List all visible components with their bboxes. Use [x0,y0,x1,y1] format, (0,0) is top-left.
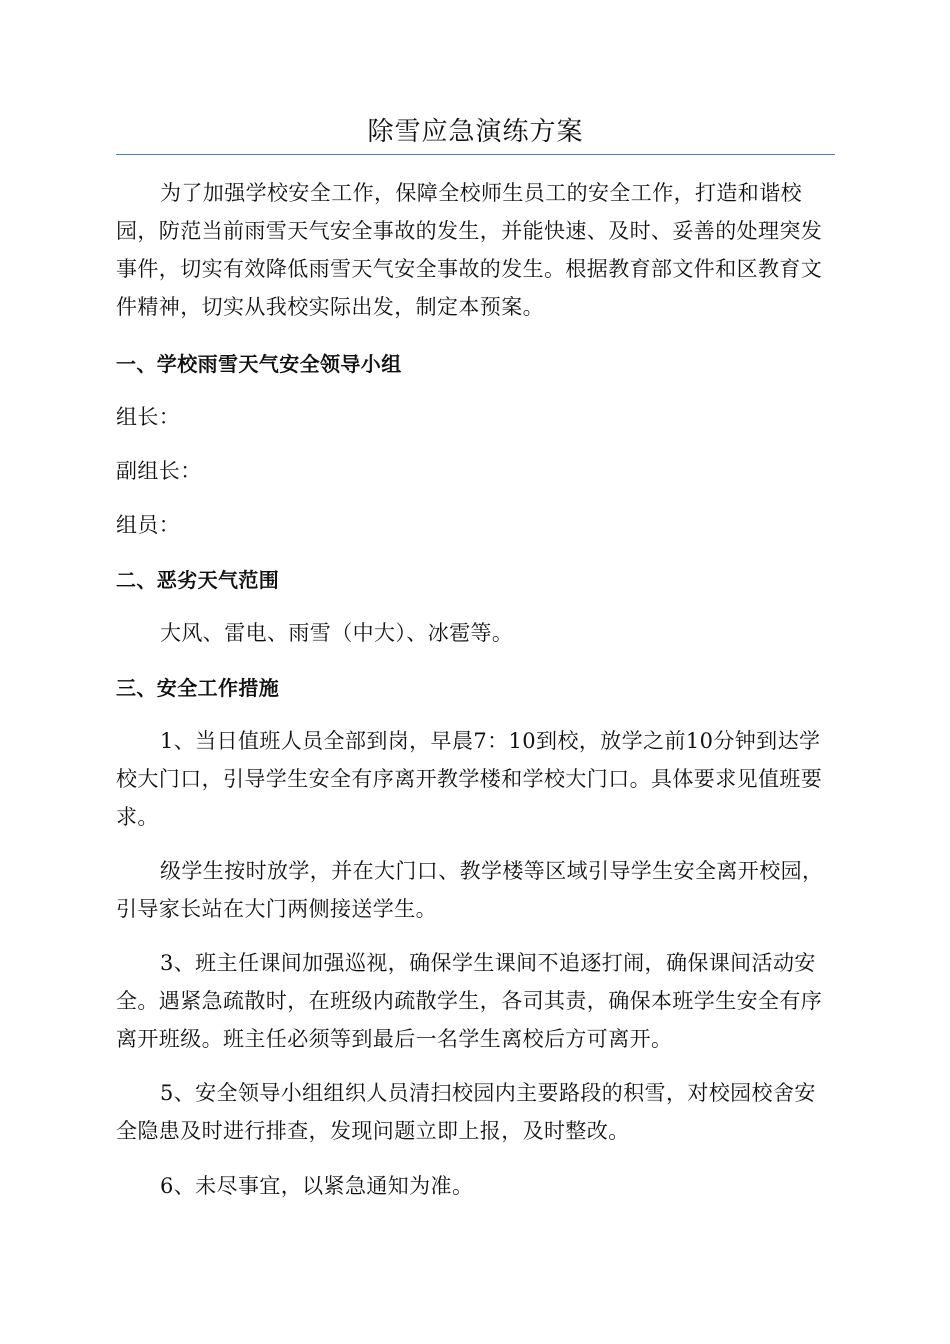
section-2-heading: 二、恶劣天气范围 [116,568,280,592]
intro-paragraph: 为了加强学校安全工作，保障全校师生员工的安全工作，打造和谐校园，防范当前雨雪天气安全事故的发生，并能快速、及时、妥善的处理突发事件，切实有效降低雨雪天气安全事故的发生。根据教育部文件和区教育文件精神，切实从我校实际出发，制定本预案。 [116,181,823,319]
measure-item-3: 3、班主任课间加强巡视，确保学生课间不追逐打闹，确保课间活动安全。遇紧急疏散时，在班级内疏散学生，各司其责，确保本班学生安全有序离开班级。班主任必须等到最后一名学生离校后方可离开。 [116,951,823,1051]
deputy-leader-label: 副组长： [116,459,202,483]
measure-item-1: 1、当日值班人员全部到岗，早晨7：10到校，放学之前10分钟到达学校大门口，引导学生安全有序离开教学楼和学校大门口。具体要求见值班要求。 [116,729,823,829]
measure-item-5: 5、安全领导小组组织人员清扫校园内主要路段的积雪，对校园校舍安全隐患及时进行排查，发现问题立即上报，及时整改。 [116,1081,816,1143]
members-label: 组员： [116,513,181,537]
document-title: 除雪应急演练方案 [367,117,584,147]
title-underline [116,154,835,155]
section-1-heading: 一、学校雨雪天气安全领导小组 [116,352,402,376]
measure-item-2: 级学生按时放学，并在大门口、教学楼等区域引导学生安全离开校园，引导家长站在大门两侧接送学生。 [116,859,824,921]
measure-item-6: 6、未尽事宜，以紧急通知为准。 [160,1174,474,1198]
weather-scope-text: 大风、雷电、雨雪（中大）、冰雹等。 [160,621,514,645]
section-3-heading: 三、安全工作措施 [116,676,280,700]
group-leader-label: 组长： [116,405,181,429]
